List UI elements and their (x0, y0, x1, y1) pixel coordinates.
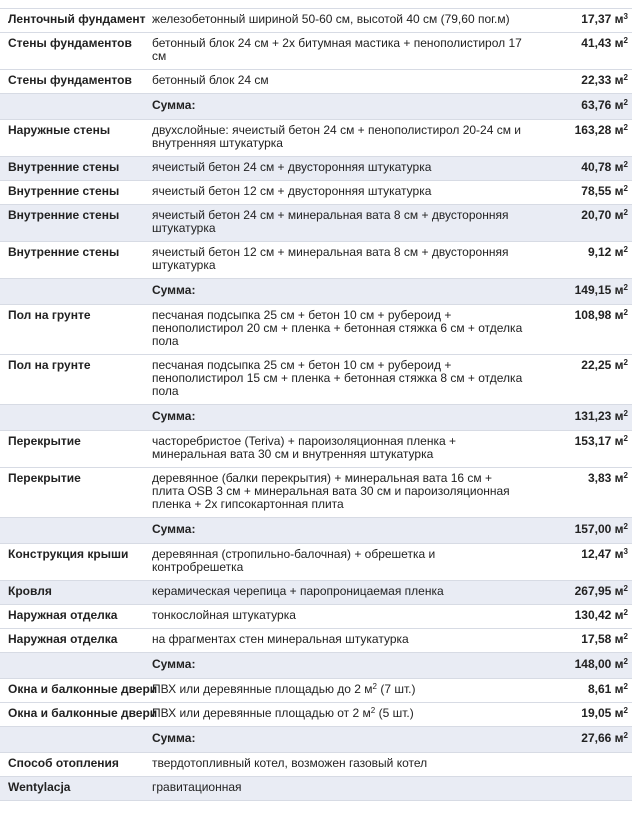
row-name: Перекрытие (8, 471, 81, 485)
materials-table (0, 8, 632, 801)
unit-exponent: 2 (623, 731, 628, 740)
unit-exponent: 2 (623, 682, 628, 691)
row-value (528, 703, 632, 727)
table-row (0, 679, 632, 703)
sum-label: Сумма: (152, 98, 196, 112)
row-name: Конструкция крыши (8, 547, 129, 561)
value-number: 130,42 м (574, 608, 624, 622)
unit-exponent: 2 (623, 308, 628, 317)
unit-exponent: 2 (623, 522, 628, 531)
value-number: 9,12 м (587, 245, 624, 259)
unit-exponent: 2 (623, 283, 628, 292)
unit-exponent: 2 (623, 98, 628, 107)
row-value (528, 157, 632, 181)
value-number: 157,00 м (574, 522, 624, 536)
row-name (0, 727, 150, 753)
row-name (0, 405, 150, 431)
row-value (528, 581, 632, 605)
value-number: 108,98 м (574, 308, 624, 322)
sum-value (528, 653, 632, 679)
row-value (528, 120, 632, 157)
unit-exponent: 2 (623, 123, 628, 132)
value-number: 131,23 м (574, 409, 624, 423)
sum-label: Сумма: (152, 522, 196, 536)
unit-exponent: 2 (623, 409, 628, 418)
row-name: Окна и балконные двери (8, 706, 158, 720)
unit-exponent: 3 (623, 12, 628, 21)
row-name: Внутренние стены (8, 208, 120, 222)
row-description: твердотопливный котел, возможен газовый котел (152, 756, 428, 770)
unit-exponent: 2 (623, 584, 628, 593)
row-value (528, 629, 632, 653)
row-name: Наружная отделка (8, 632, 118, 646)
sum-value (528, 405, 632, 431)
row-description: тонкослойная штукатурка (152, 608, 296, 622)
row-description: ячеистый бетон 12 см + минеральная вата 8 см + двусторонняя штукатурка (152, 245, 509, 272)
unit-exponent: 2 (623, 706, 628, 715)
value-number: 20,70 м (581, 208, 624, 222)
row-description: железобетонный шириной 50-60 см, высотой 40 см (79,60 пог.м) (152, 12, 510, 26)
row-description: на фрагментах стен минеральная штукатурка (152, 632, 409, 646)
row-name: Стены фундаментов (8, 73, 132, 87)
table-row (0, 753, 632, 777)
value-number: 27,66 м (581, 731, 624, 745)
row-value (528, 305, 632, 355)
desc-text: ПВХ или деревянные площадью от 2 м (152, 706, 371, 720)
table-row (0, 305, 632, 355)
sum-row (0, 653, 632, 679)
table-row (0, 431, 632, 468)
unit-exponent: 2 (623, 208, 628, 217)
value-number: 17,58 м (581, 632, 624, 646)
row-name: Стены фундаментов (8, 36, 132, 50)
sum-label: Сумма: (152, 657, 196, 671)
row-value (528, 777, 632, 801)
row-value (528, 242, 632, 279)
value-number: 267,95 м (574, 584, 624, 598)
row-value (528, 753, 632, 777)
sum-value (528, 279, 632, 305)
row-name: Наружные стены (8, 123, 111, 137)
unit-exponent: 2 (623, 245, 628, 254)
table-row (0, 544, 632, 581)
sum-row (0, 405, 632, 431)
value-number: 153,17 м (574, 434, 624, 448)
value-number: 41,43 м (581, 36, 624, 50)
row-name: Кровля (8, 584, 52, 598)
sum-label: Сумма: (152, 409, 196, 423)
row-description: песчаная подсыпка 25 см + бетон 10 см + рубероид + пенополистирол 15 см + пленка + бетонная стяжка 8 см + отделка пола (152, 358, 523, 398)
row-name: Способ отопления (8, 756, 119, 770)
table-row (0, 157, 632, 181)
row-description (150, 679, 528, 703)
sum-value (528, 518, 632, 544)
value-number: 8,61 м (587, 682, 624, 696)
table-row (0, 355, 632, 405)
table-row (0, 777, 632, 801)
desc-text: ПВХ или деревянные площадью до 2 м (152, 682, 373, 696)
row-description: гравитационная (152, 780, 242, 794)
row-description (150, 703, 528, 727)
row-name: Wentylacja (8, 780, 71, 794)
unit-exponent: 2 (623, 36, 628, 45)
unit-exponent: 2 (623, 184, 628, 193)
row-description: бетонный блок 24 см (152, 73, 269, 87)
row-value (528, 355, 632, 405)
row-name: Пол на грунте (8, 308, 91, 322)
row-value (528, 431, 632, 468)
value-number: 22,25 м (581, 358, 624, 372)
value-number: 19,05 м (581, 706, 624, 720)
sum-value (528, 94, 632, 120)
table-row (0, 9, 632, 33)
desc-exponent: 2 (370, 706, 376, 715)
unit-exponent: 2 (623, 608, 628, 617)
unit-exponent: 2 (623, 160, 628, 169)
unit-exponent: 2 (623, 434, 628, 443)
row-description: деревянное (балки перекрытия) + минеральная вата 16 см + плита OSB 3 см + минеральная вата 30 см и пароизоляционная пленка + 2х гипсокартонная плита (152, 471, 510, 511)
row-name: Внутренние стены (8, 160, 120, 174)
sum-label: Сумма: (152, 731, 196, 745)
row-name (0, 518, 150, 544)
value-number: 63,76 м (581, 98, 624, 112)
table-row (0, 242, 632, 279)
row-name: Наружная отделка (8, 608, 118, 622)
row-value (528, 70, 632, 94)
table-row (0, 120, 632, 157)
table-row (0, 205, 632, 242)
table-row (0, 581, 632, 605)
unit-exponent: 2 (623, 73, 628, 82)
row-name (0, 94, 150, 120)
value-number: 17,37 м (581, 12, 624, 26)
row-description: часторебристое (Teriva) + пароизоляционная пленка + минеральная вата 30 см и внутренняя штукатурка (152, 434, 456, 461)
table-row (0, 468, 632, 518)
value-number: 78,55 м (581, 184, 624, 198)
row-description: ячеистый бетон 12 см + двусторонняя штукатурка (152, 184, 432, 198)
row-name: Внутренние стены (8, 184, 120, 198)
row-name (0, 653, 150, 679)
table-row (0, 605, 632, 629)
row-description: двухслойные: ячеистый бетон 24 см + пенополистирол 20-24 см и внутренняя штукатурка (152, 123, 522, 150)
table-row (0, 70, 632, 94)
desc-tail: (5 шт.) (375, 706, 414, 720)
row-value (528, 679, 632, 703)
value-number: 163,28 м (574, 123, 624, 137)
sum-row (0, 279, 632, 305)
sum-label: Сумма: (152, 283, 196, 297)
sum-row (0, 727, 632, 753)
row-description: песчаная подсыпка 25 см + бетон 10 см + рубероид + пенополистирол 20 см + пленка + бетонная стяжка 6 см + отделка пола (152, 308, 523, 348)
value-number: 149,15 м (574, 283, 624, 297)
value-number: 148,00 м (574, 657, 624, 671)
desc-exponent: 2 (372, 682, 377, 691)
unit-exponent: 2 (623, 471, 628, 480)
value-number: 3,83 м (587, 471, 624, 485)
row-value (528, 181, 632, 205)
row-name (0, 279, 150, 305)
sum-row (0, 94, 632, 120)
row-value (528, 9, 632, 33)
sum-row (0, 518, 632, 544)
row-value (528, 544, 632, 581)
value-number: 22,33 м (581, 73, 624, 87)
row-name: Перекрытие (8, 434, 81, 448)
table-row (0, 629, 632, 653)
row-description: ячеистый бетон 24 см + двусторонняя штукатурка (152, 160, 432, 174)
unit-exponent: 3 (623, 547, 628, 556)
desc-tail: (7 шт.) (377, 682, 416, 696)
row-name: Окна и балконные двери (8, 682, 158, 696)
sum-value (528, 727, 632, 753)
table-row (0, 33, 632, 70)
row-value (528, 33, 632, 70)
unit-exponent: 2 (623, 657, 628, 666)
row-value (528, 205, 632, 242)
row-name: Внутренние стены (8, 245, 120, 259)
row-name: Ленточный фундамент (8, 12, 146, 26)
table-row (0, 703, 632, 727)
value-number: 12,47 м (581, 547, 624, 561)
row-value (528, 468, 632, 518)
unit-exponent: 2 (623, 632, 628, 641)
table-row (0, 181, 632, 205)
unit-exponent: 2 (623, 358, 628, 367)
value-number: 40,78 м (581, 160, 624, 174)
row-name: Пол на грунте (8, 358, 91, 372)
row-description: деревянная (стропильно-балочная) + обрешетка и контробрешетка (152, 547, 436, 574)
row-value (528, 605, 632, 629)
row-description: бетонный блок 24 см + 2х битумная мастика + пенополистирол 17 см (152, 36, 522, 63)
row-description: ячеистый бетон 24 см + минеральная вата 8 см + двусторонняя штукатурка (152, 208, 509, 235)
row-description: керамическая черепица + паропроницаемая пленка (152, 584, 444, 598)
